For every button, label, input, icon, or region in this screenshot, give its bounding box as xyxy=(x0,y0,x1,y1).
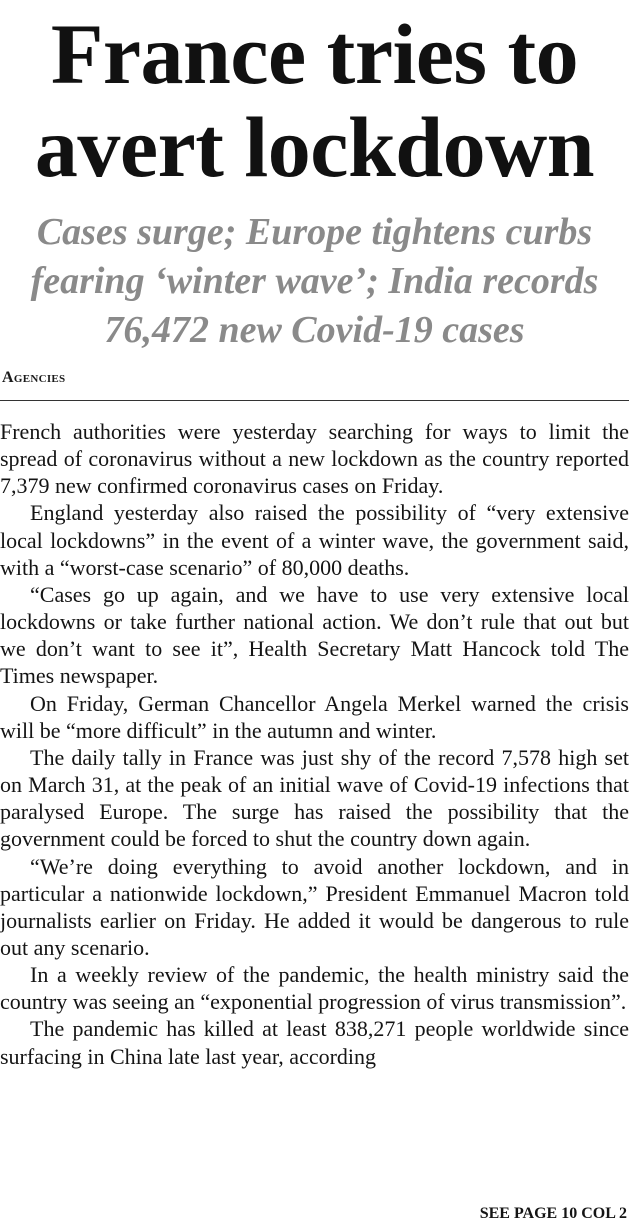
body-paragraph-4: On Friday, German Chancellor Angela Merkel warned the crisis will be “more difficult” in the autumn and winter. xyxy=(0,690,629,743)
body-paragraph-5: The daily tally in France was just shy of the record 7,578 high set on March 31, at the peak of an initial wave of Covid-19 infections that paralysed Europe. The surge has raised the possibility that the government could be forced to shut the country down again. xyxy=(0,744,629,852)
byline: Agencies xyxy=(2,369,66,386)
subheadline: Cases surge; Europe tightens curbs fearing ‘winter wave’; India records 76,472 new Covid-19 cases xyxy=(30,211,599,351)
article-body xyxy=(0,418,629,1070)
body-paragraph-3: “Cases go up again, and we have to use very extensive local lockdowns or take further national action. We don’t rule that out but we don’t want to see it”, Health Secretary Matt Hancock told The Times newspaper. xyxy=(0,581,629,689)
byline-divider xyxy=(0,400,629,401)
headline: France tries to avert lockdown xyxy=(34,6,595,195)
continuation-note: SEE PAGE 10 COL 2 xyxy=(479,1205,627,1222)
body-paragraph-1: French authorities were yesterday searching for ways to limit the spread of coronavirus without a new lockdown as the country reported 7,379 new confirmed coronavirus cases on Friday. xyxy=(0,419,629,499)
body-paragraph-8: The pandemic has killed at least 838,271 people worldwide since surfacing in China late last year, according xyxy=(0,1016,629,1069)
body-paragraph-6: “We’re doing everything to avoid another lockdown, and in particular a nationwide lockdown,” President Emmanuel Macron told journalists earlier on Friday. He added it would be dangerous to rule out any scenario. xyxy=(0,853,629,960)
body-paragraph-2: England yesterday also raised the possibility of “very extensive local lockdowns” in the event of a winter wave, the government said, with a “worst-case scenario” of 80,000 deaths. xyxy=(0,500,629,580)
body-paragraph-7: In a weekly review of the pandemic, the health ministry said the country was seeing an “exponential progression of virus transmission”. xyxy=(0,962,629,1015)
